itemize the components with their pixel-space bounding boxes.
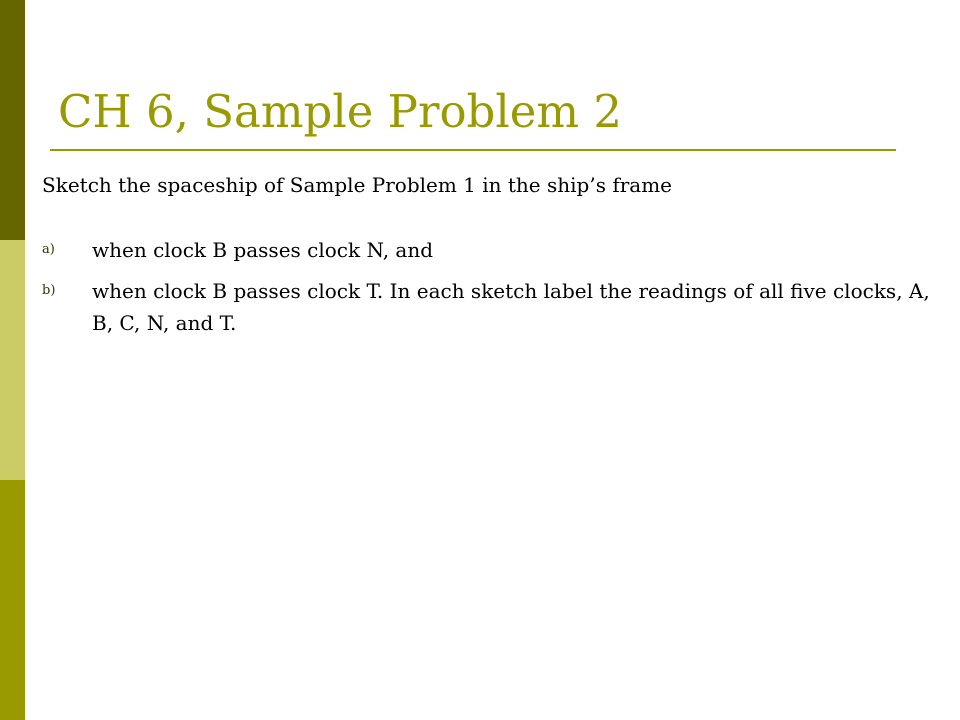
slide-body — [42, 170, 932, 348]
problem-parts-list — [42, 234, 932, 339]
slide-title: CH 6, Sample Problem 2 — [58, 85, 622, 138]
list-item-b — [42, 275, 932, 339]
list-marker: b) — [42, 283, 56, 298]
list-marker: a) — [42, 242, 55, 257]
list-item-a — [42, 234, 932, 266]
list-item-text: when clock B passes clock T. In each sketch label the readings of all five clocks, A, B, C, N, and T. — [92, 279, 930, 335]
sidebar-stripe-bottom — [0, 480, 25, 720]
sidebar-stripe-middle — [0, 240, 25, 480]
problem-statement: Sketch the spaceship of Sample Problem 1 in the ship’s frame — [42, 173, 673, 197]
sidebar-stripe-top — [0, 0, 25, 240]
list-item-text: when clock B passes clock N, and — [92, 238, 434, 262]
title-underline — [50, 149, 896, 151]
